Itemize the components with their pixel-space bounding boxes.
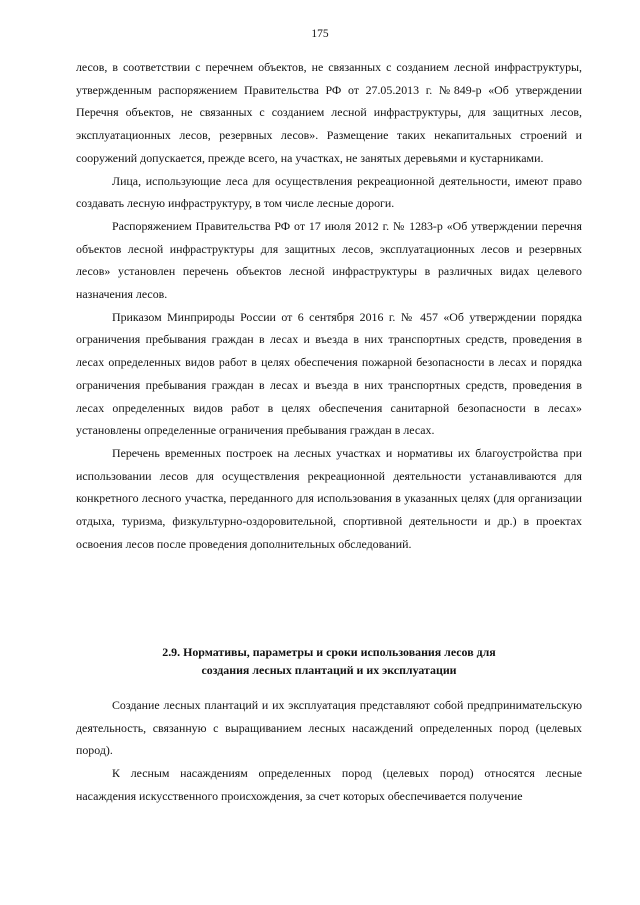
section-heading-line-2: создания лесных плантаций и их эксплуатации — [201, 663, 457, 677]
paragraph-target-species: К лесным насаждениям определенных пород (целевых пород) относятся лесные насаждения искусственного происхождения, за счет которых обеспечивается получение — [76, 766, 582, 803]
paragraph-government-order-1283: Распоряжением Правительства РФ от 17 июля 2012 г. № 1283-р «Об утверждении перечня объектов лесной инфраструктуры для защитных лесов, эксплуатационных лесов и резервных лесов» установлен перечень объектов лесной инфраструктуры в различных видах целевого назначения лесов. — [76, 218, 582, 302]
paragraph-recreation-infrastructure: Лица, использующие леса для осуществления рекреационной деятельности, имеют право создавать лесную инфраструктуру, в том числе лесные дороги. — [76, 173, 582, 211]
body-text-block — [76, 56, 582, 555]
page-number: 175 — [311, 28, 329, 40]
section-body-text — [76, 694, 582, 808]
section-heading — [76, 643, 582, 679]
paragraph-temporary-buildings: Перечень временных построек на лесных участках и нормативы их благоустройства при использовании лесов для осуществления рекреационной деятельности устанавливаются для конкретного лесного участка, переданного для использования в указанных целях (для организации отдыха, туризма, физкультурно-оздоровительной, спортивной деятельности и др.) в проектах освоения лесов после проведения дополнительных обследований. — [76, 445, 582, 551]
paragraph-continuation: лесов, в соответствии с перечнем объектов, не связанных с созданием лесной инфраструктуры, утвержденным распоряжением Правительства РФ от 27.05.2013 г. №849-р «Об утверждении Перечня объектов, не связанных с созданием лесной инфраструктуры, для защитных лесов, эксплуатационных лесов, резервных лесов». Размещение таких некапитальных строений и сооружений допускается, прежде всего, на участках, не занятых деревьями и кустарниками. — [76, 60, 582, 165]
paragraph-plantations-definition: Создание лесных плантаций и их эксплуатация представляют собой предпринимательскую деятельность, связанную с выращиванием лесных насаждений определенных пород (целевых пород). — [76, 698, 582, 758]
paragraph-ministry-order-457: Приказом Минприроды России от 6 сентября 2016 г. № 457 «Об утверждении порядка ограничения пребывания граждан в лесах и въезда в них транспортных средств, проведения в лесах определенных видов работ в целях обеспечения пожарной безопасности в лесах и порядка ограничения пребывания граждан в лесах и въезда в них транспортных средств, проведения в лесах определенных видов работ в целях обеспечения санитарной безопасности в лесах» установлены определенные ограничения пребывания граждан в лесах. — [76, 309, 582, 438]
section-heading-line-1: 2.9. Нормативы, параметры и сроки использования лесов для — [162, 645, 496, 659]
